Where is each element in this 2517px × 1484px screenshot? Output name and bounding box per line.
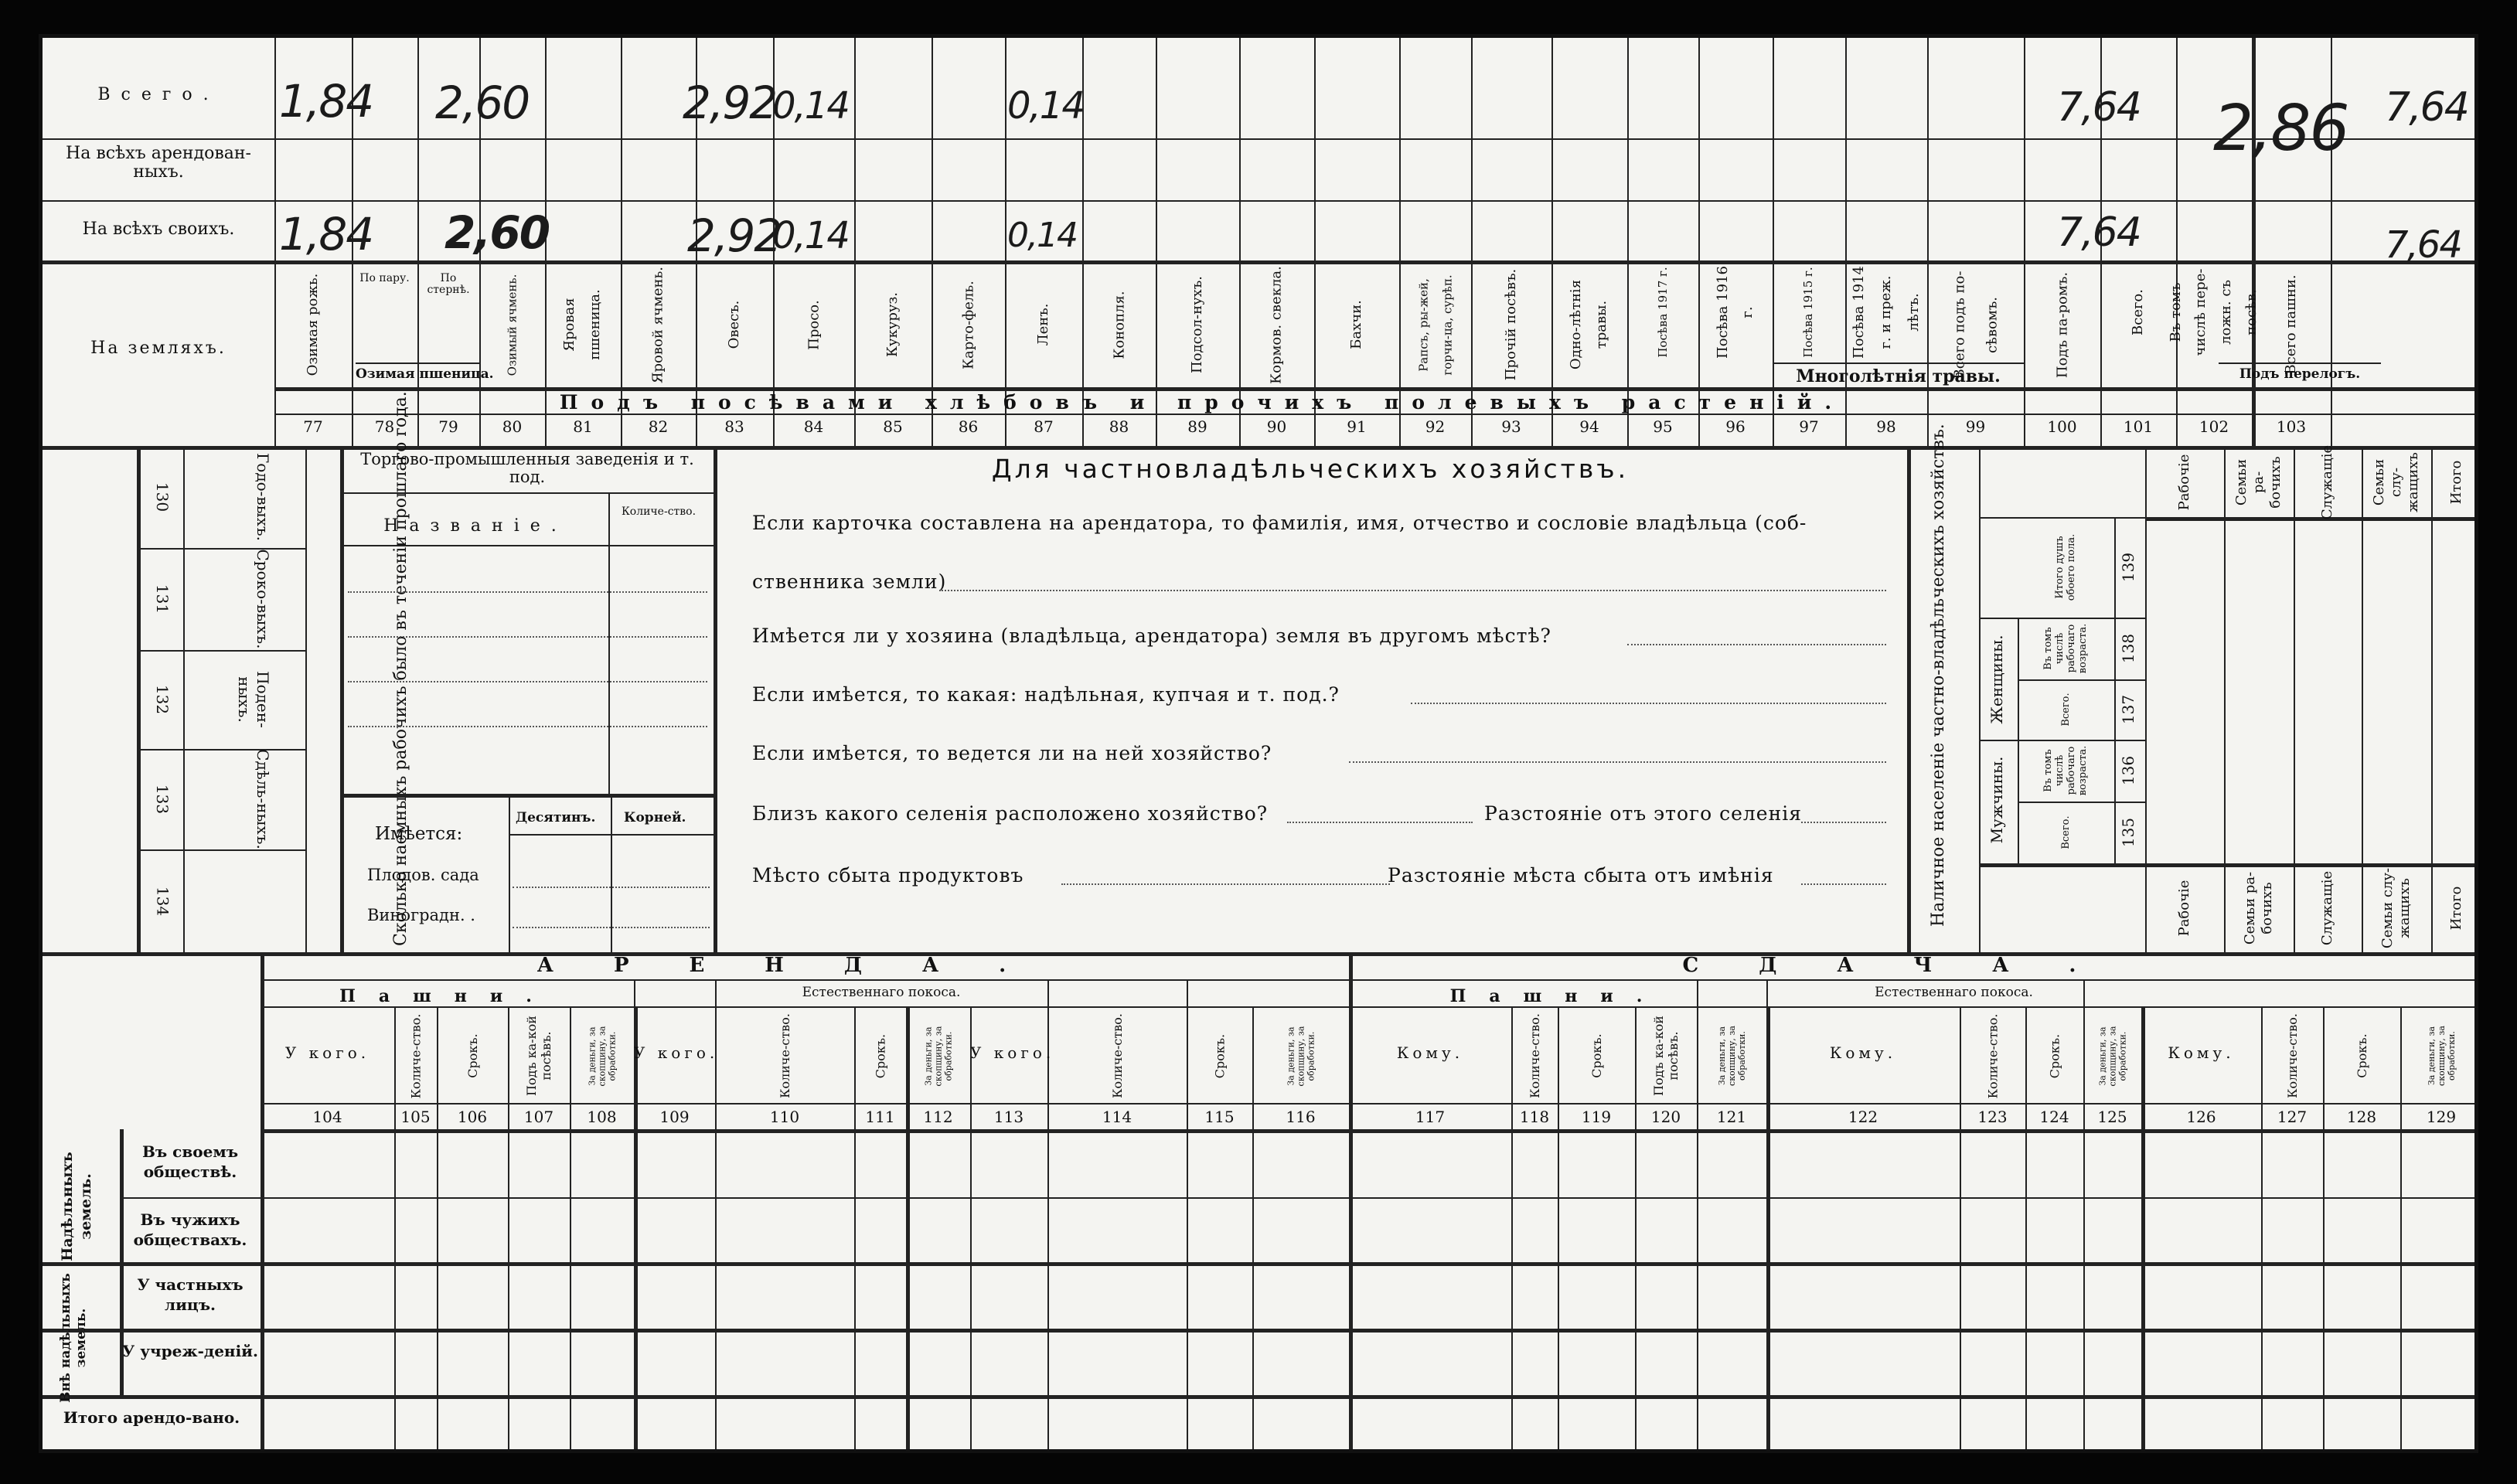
- bot-col-num: 127: [2277, 1108, 2308, 1126]
- census-card: [39, 34, 2478, 1453]
- rule: [340, 794, 714, 798]
- answer-line[interactable]: [1411, 703, 1886, 704]
- crop-header-num: 98: [1876, 417, 1896, 436]
- rule: [1697, 979, 1698, 1006]
- bot-col-label: Срокъ.: [465, 1033, 480, 1078]
- rule: [1047, 979, 1049, 1006]
- crop-header-num: 84: [803, 417, 824, 436]
- rule: [43, 138, 2478, 140]
- form-q6a: Мѣсто сбыта продуктовъ: [752, 864, 1024, 887]
- bot-col-label: У кого.: [284, 1043, 370, 1062]
- hired-col-num: 132: [153, 684, 172, 715]
- answer-line[interactable]: [1287, 822, 1473, 823]
- estest-label: Естественнаго покоса.: [802, 985, 961, 1000]
- form-title: Для частновладѣльческихъ хозяйствъ.: [991, 454, 1630, 484]
- rule: [183, 446, 185, 952]
- hw-svoikh-83: 0,14: [772, 214, 849, 257]
- crop-header-label: Подъ па-ромъ.: [2054, 271, 2070, 378]
- bot-col-num: 124: [2039, 1108, 2069, 1126]
- crop-header-num: 90: [1266, 417, 1287, 436]
- hired-col-label: [216, 849, 272, 952]
- hw-vsego-86: 0,14: [1007, 84, 1084, 128]
- staff-col-label: Рабочіе: [2176, 454, 2192, 511]
- bot-col-num: 115: [1204, 1108, 1235, 1126]
- crop-header-label: Яровой ячмень.: [649, 266, 666, 383]
- rule: [348, 681, 707, 682]
- crop-header-label: Ленъ.: [1035, 303, 1052, 346]
- group-mnogolet: Многолѣтнія травы.: [1796, 366, 2001, 386]
- hired-col-label: Сдѣль-ныхъ.: [254, 749, 272, 849]
- plodov-label: Плодов. сада: [367, 866, 479, 884]
- bot-col-label: За деньги, за скопщину, за обработки.: [2097, 1026, 2127, 1086]
- crop-header-label: Прочій посѣвъ.: [1502, 268, 1519, 381]
- rule: [417, 38, 419, 446]
- bot-col-num: 120: [1650, 1108, 1681, 1126]
- rule: [2219, 362, 2381, 364]
- bot-col-label: За деньги, за скопщину, за обработки.: [587, 1026, 617, 1086]
- crop-header-label: Всего.: [2129, 289, 2146, 335]
- nalichnoe-title: Наличное населеніе частно-владѣльческихъ хозяйствъ.: [1929, 424, 1948, 927]
- rule: [340, 545, 714, 546]
- crop-header-num: 79: [438, 417, 458, 436]
- bot-col-label: Срокъ.: [873, 1033, 887, 1078]
- rule: [120, 1262, 2478, 1266]
- staff-col-label: Служащіе: [2319, 444, 2335, 520]
- rule: [261, 979, 2478, 981]
- rule: [714, 446, 717, 952]
- row-label: У частныхъ лицъ.: [137, 1275, 244, 1314]
- rule: [1907, 446, 1911, 952]
- bot-col-num: 129: [2426, 1108, 2457, 1126]
- staff-col-label: Рабочіе: [2176, 880, 2192, 937]
- group-perelog: Подъ перелогъ.: [2239, 366, 2361, 382]
- crop-header-label: Овесъ.: [726, 300, 743, 349]
- korney-label: Корней.: [624, 810, 686, 825]
- band-title: Подъ посѣвами хлѣбовъ и прочихъ полевыхъ растеній.: [559, 391, 1845, 414]
- pop-col-label: Всего.: [2059, 693, 2072, 727]
- group-ozimaya: Озимая пшеница.: [356, 366, 494, 382]
- desyatin-label: Десятинъ.: [516, 810, 596, 825]
- bot-col-num: 111: [865, 1108, 895, 1126]
- form-q5a: Близъ какого селенія расположено хозяйство?: [752, 802, 1269, 825]
- bot-col-label: За деньги, за скопщину, за обработки.: [1716, 1026, 1747, 1086]
- rule: [1766, 979, 1768, 1006]
- bot-col-label: Кому.: [2168, 1043, 2235, 1062]
- sdacha-title: СДАЧА.: [1682, 954, 2137, 977]
- rule: [2083, 979, 2085, 1006]
- form-q6b: Разстояніе мѣста сбыта отъ имѣнія: [1388, 864, 1774, 887]
- rule: [715, 979, 717, 1006]
- crop-header-label: Кукуруз.: [884, 292, 901, 358]
- crop-header-num: 81: [573, 417, 593, 436]
- rule: [43, 1395, 2478, 1399]
- crop-header-num: 93: [1501, 417, 1521, 436]
- torg-nazvanie: Названіе.: [383, 516, 567, 536]
- crop-header-num: 103: [2276, 417, 2307, 436]
- crop-header-num: 89: [1187, 417, 1207, 436]
- bot-col-num: 106: [457, 1108, 488, 1126]
- hw-svoikh-103: 7,64: [2385, 223, 2461, 267]
- bot-col-num: 121: [1716, 1108, 1747, 1126]
- bot-col-num: 113: [993, 1108, 1024, 1126]
- rule: [137, 446, 141, 952]
- crop-header-num: 95: [1653, 417, 1673, 436]
- crop-header-label: Одно-лѣтнія травы.: [1568, 279, 1609, 370]
- hw-svoikh-77: 1,84: [279, 208, 373, 260]
- crop-header-label: Озимая рожь.: [305, 273, 322, 376]
- muzhchiny-label: Мужчины.: [1987, 756, 2006, 844]
- bot-col-label: Количе-ство.: [408, 1013, 423, 1098]
- answer-line[interactable]: [1627, 644, 1886, 645]
- hw-svoikh-86: 0,14: [1007, 216, 1077, 255]
- crop-header-num: 88: [1109, 417, 1129, 436]
- crop-header-num: 80: [502, 417, 523, 436]
- rule: [261, 1129, 2478, 1133]
- hw-vsego-77: 1,84: [279, 75, 373, 128]
- crop-header-num: 82: [648, 417, 669, 436]
- bot-col-label: За деньги, за скопщину, за обработки.: [2426, 1026, 2457, 1086]
- rule: [2114, 517, 2116, 863]
- bot-col-num: 114: [1102, 1108, 1132, 1126]
- crop-header-num: 85: [883, 417, 903, 436]
- crop-header-num: 86: [958, 417, 979, 436]
- rule: [348, 726, 707, 727]
- form-q1b: ственника земли): [752, 570, 947, 593]
- rule: [1627, 38, 1629, 446]
- crop-header-num: 78: [374, 417, 395, 436]
- zhenshchiny-label: Женщины.: [1987, 635, 2006, 724]
- crop-header-num: 77: [303, 417, 323, 436]
- crop-header-label: Кормов. свекла.: [1268, 265, 1285, 384]
- row-label-arend: На всѣхъ арендован- ныхъ.: [66, 144, 251, 182]
- bot-col-num: 108: [587, 1108, 617, 1126]
- form-q5b: Разстояніе отъ этого селенія: [1484, 802, 1803, 825]
- rule: [513, 927, 710, 928]
- pop-col-num: 139: [2119, 552, 2137, 583]
- bot-col-label: Подъ ка-кой посѣвъ.: [524, 1016, 553, 1096]
- pop-col-label: Въ томъ числѣ рабочаго возраста.: [2042, 745, 2089, 796]
- pop-col-label: Всего.: [2059, 815, 2072, 849]
- rule: [305, 446, 307, 952]
- crop-header-num: 101: [2123, 417, 2154, 436]
- answer-line[interactable]: [1349, 761, 1886, 763]
- hw-svoikh-78: 2,60: [444, 206, 550, 259]
- row-label: У учреж-деній.: [122, 1342, 258, 1360]
- arenda-title: АРЕНДА.: [536, 954, 1067, 977]
- rule: [356, 362, 479, 364]
- vinogr-label: Виноградн. .: [367, 906, 475, 924]
- crop-header-label: Озимый ячмень.: [505, 274, 519, 376]
- hw-vsego-101: 2,86: [2213, 92, 2348, 165]
- crop-header-num: 91: [1347, 417, 1367, 436]
- bot-col-num: 110: [769, 1108, 800, 1126]
- crop-header-num: 96: [1725, 417, 1746, 436]
- rule: [2176, 38, 2178, 446]
- bot-col-label: Подъ ка-кой посѣвъ.: [1651, 1016, 1681, 1096]
- rule: [2145, 517, 2478, 521]
- bot-col-num: 123: [1977, 1108, 2008, 1126]
- crop-header-label: Конопля.: [1110, 290, 1127, 359]
- hired-col-label: Сроко-выхъ.: [254, 549, 272, 649]
- hired-col-num: 130: [153, 482, 172, 512]
- pop-col-num: 136: [2119, 755, 2137, 786]
- staff-col-label: Служащіе: [2319, 870, 2335, 946]
- answer-line[interactable]: [1061, 883, 1390, 885]
- rule: [1698, 38, 1700, 446]
- bot-col-label: У кого.: [634, 1043, 719, 1062]
- crop-header-label: Рапсъ, ры-жей, горчи-ца, сурѣп.: [1415, 274, 1454, 376]
- pashni-label: Пашни.: [339, 986, 555, 1006]
- pop-col-num: 138: [2119, 633, 2137, 664]
- bot-col-label: Кому.: [1396, 1043, 1464, 1062]
- imeetsya-label: Имѣется:: [375, 824, 463, 844]
- rule: [340, 492, 714, 494]
- crop-header-num: 100: [2047, 417, 2077, 436]
- form-q3: Если имѣется, то какая: надѣльная, купчая и т. под.?: [752, 683, 1340, 706]
- rule: [1773, 362, 2024, 364]
- rule: [261, 952, 264, 1453]
- crop-header-num: 99: [1965, 417, 1986, 436]
- rule: [340, 446, 344, 952]
- row-label: Итого арендо-вано.: [63, 1408, 240, 1427]
- crop-header-label: Бахчи.: [1347, 300, 1364, 349]
- bot-col-label: Количе-ство.: [1527, 1013, 1542, 1098]
- form-q1a: Если карточка составлена на арендатора, то фамилія, имя, отчество и сословіе владѣльца (соб-: [752, 512, 1807, 534]
- hw-vsego-78: 2,60: [435, 77, 530, 129]
- row-label: Въ чужихъ обществахъ.: [133, 1210, 247, 1249]
- bot-col-label: За деньги, за скопщину, за обработки.: [923, 1026, 953, 1086]
- row-label: Въ своемъ обществѣ.: [141, 1142, 239, 1181]
- bot-col-num: 126: [2186, 1108, 2216, 1126]
- crop-header-num: 97: [1799, 417, 1819, 436]
- crop-header-label: По стернѣ.: [427, 272, 470, 297]
- staff-col-label: Итого: [2448, 886, 2464, 931]
- pashni-label: Пашни.: [1449, 986, 1666, 1006]
- pop-col-num: 135: [2119, 817, 2137, 848]
- rule: [1979, 446, 1981, 952]
- hired-col-label: Поден-ныхъ.: [235, 671, 272, 728]
- crop-header-num: 87: [1034, 417, 1054, 436]
- answer-line[interactable]: [1801, 883, 1886, 885]
- nadelnykh-label: Надѣльныхъ земель.: [59, 1152, 94, 1261]
- hw-vsego-83: 0,14: [772, 84, 849, 128]
- bot-col-num: 119: [1581, 1108, 1612, 1126]
- bot-col-num: 118: [1519, 1108, 1550, 1126]
- staff-col-label: Семьи ра-бочихъ: [2242, 871, 2275, 945]
- bot-col-label: Срокъ.: [2354, 1033, 2369, 1078]
- rule: [509, 794, 510, 952]
- rule: [261, 1006, 2478, 1008]
- bot-col-num: 107: [523, 1108, 554, 1126]
- hired-col-num: 134: [153, 886, 172, 916]
- rule: [43, 1329, 2478, 1333]
- row-label-na-zemlyakh: На земляхъ.: [90, 339, 226, 358]
- estest-label: Естественнаго покоса.: [1875, 985, 2033, 1000]
- crop-header-label: Подсол-нухъ.: [1189, 276, 1205, 373]
- rule: [43, 200, 2478, 202]
- staff-col-label: Семьи ра-бочихъ: [2233, 456, 2284, 509]
- bot-col-label: Количе-ство.: [1985, 1013, 2000, 1098]
- pop-col-label: Итого душъ обоего пола.: [2054, 533, 2077, 601]
- form-q2: Имѣется ли у хозяина (владѣльца, арендатора) земля въ другомъ мѣстѣ?: [752, 625, 1551, 647]
- bot-col-label: Срокъ.: [2047, 1033, 2062, 1078]
- bot-col-label: За деньги, за скопщину, за обработки.: [1286, 1026, 1316, 1086]
- rule: [274, 414, 2478, 415]
- bot-col-num: 109: [659, 1108, 690, 1126]
- hw-vsego-99: 7,64: [2057, 84, 2141, 131]
- bot-col-label: Срокъ.: [1589, 1033, 1604, 1078]
- bot-col-label: Срокъ.: [1212, 1033, 1227, 1078]
- rule: [2141, 1006, 2145, 1453]
- crop-header-label: Посѣва 1914 г. и преж. лѣтъ.: [1851, 266, 1922, 359]
- hired-col-label: Годо-выхъ.: [254, 453, 272, 541]
- rule: [1187, 979, 1188, 1006]
- bot-col-label: Количе-ство.: [1109, 1013, 1125, 1098]
- hw-svoikh-99: 7,64: [2057, 209, 2141, 256]
- rule: [634, 979, 635, 1006]
- hired-workers-title: Сколько наемныхъ рабочихъ было въ теченіи прошлаго года.: [391, 391, 410, 946]
- bot-col-num: 116: [1286, 1108, 1316, 1126]
- bot-col-label: Кому.: [1829, 1043, 1897, 1062]
- crop-header-label: Просо.: [806, 299, 822, 350]
- staff-col-label: Итого: [2448, 460, 2464, 505]
- answer-line[interactable]: [939, 590, 1886, 591]
- rule: [348, 591, 707, 593]
- vne-nadel-label: Внѣ надѣльныхъ земель.: [58, 1273, 89, 1403]
- rule: [1766, 1006, 1770, 1453]
- crop-header-num: 83: [724, 417, 744, 436]
- crop-header-label: Посѣва 1916 г.: [1715, 266, 1756, 359]
- rule: [611, 794, 612, 952]
- crop-header-label: Карто-фель.: [959, 280, 976, 369]
- rule: [509, 834, 714, 836]
- rule: [348, 636, 707, 638]
- crop-header-num: 94: [1579, 417, 1599, 436]
- bot-col-num: 105: [400, 1108, 431, 1126]
- staff-col-label: Семьи слу-жащихъ: [2379, 867, 2413, 949]
- bot-col-label: Количе-ство.: [2284, 1013, 2300, 1098]
- rule: [634, 1006, 638, 1453]
- torg-kolichestvo: Количе-ство.: [621, 505, 697, 518]
- crop-header-label: Посѣва 1915 г.: [1801, 267, 1816, 358]
- rule: [1349, 1006, 1353, 1453]
- crop-header-label: По пару.: [359, 272, 410, 284]
- bot-col-num: 122: [1848, 1108, 1878, 1126]
- hw-vsego-103: 7,64: [2385, 84, 2468, 131]
- rule: [608, 492, 610, 794]
- crop-header-label: Всего подъ по-сѣвомъ.: [1950, 271, 2000, 379]
- staff-col-label: Семьи слу-жащихъ: [2371, 452, 2421, 512]
- rule: [120, 1197, 2478, 1199]
- hw-vsego-82: 2,92: [683, 77, 777, 129]
- torg-title: Торгово-промышленныя заведенія и т. под.: [360, 450, 694, 487]
- bot-col-label: У кого.: [970, 1043, 1055, 1062]
- rule: [513, 887, 710, 888]
- answer-line[interactable]: [1801, 822, 1886, 823]
- row-label-vsego: Всего.: [97, 85, 220, 104]
- crop-header-label: Яровая пшеница.: [561, 289, 603, 360]
- form-q4: Если имѣется, то ведется ли на ней хозяйство?: [752, 742, 1272, 764]
- crop-header-label: Всего пашни.: [2283, 274, 2299, 375]
- hw-svoikh-82: 2,92: [687, 209, 782, 262]
- bot-col-num: 128: [2346, 1108, 2377, 1126]
- crop-header-num: 92: [1425, 417, 1446, 436]
- bot-col-label: Количе-ство.: [777, 1013, 792, 1098]
- row-label-svoikh: На всѣхъ своихъ.: [82, 220, 235, 239]
- crop-header-label: Въ томъ числѣ пере-ложн. съ посѣв.: [2167, 268, 2260, 356]
- hired-col-num: 133: [153, 784, 172, 815]
- crop-header-num: 102: [2199, 417, 2229, 436]
- pop-col-num: 137: [2119, 694, 2137, 725]
- bot-col-num: 117: [1415, 1108, 1446, 1126]
- bot-col-num: 112: [923, 1108, 953, 1126]
- hired-col-num: 131: [153, 584, 172, 614]
- bot-col-num: 125: [2097, 1108, 2127, 1126]
- crop-header-label: Посѣва 1917 г.: [1655, 267, 1670, 358]
- pop-col-label: Въ томъ числѣ рабочаго возраста.: [2042, 623, 2089, 674]
- bot-col-num: 104: [312, 1108, 342, 1126]
